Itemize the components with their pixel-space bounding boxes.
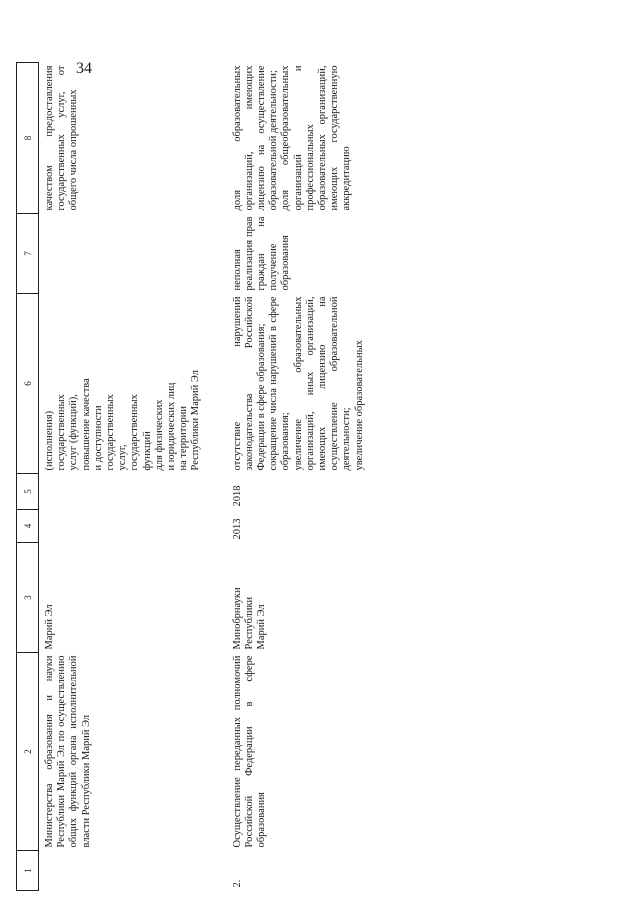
executor: Минобрнауки Республики Марий Эл xyxy=(231,587,267,650)
measure-name: Министерства образования и науки Республики Марий Эл по осуществлению общих функций органа исполнительной власти Республики Марий Эл xyxy=(44,655,92,848)
header-col-4: 4 xyxy=(17,510,39,543)
header-col-3: 3 xyxy=(17,543,39,653)
table-row xyxy=(227,63,366,891)
indicators: доля образовательных организаций, имеющих лицензию на осуществление образовательной деятельности; доля общеобразовательных организаций и профессиональных образовательных организаций, имеющих государственную аккредитацию xyxy=(231,65,353,211)
header-col-1: 1 xyxy=(17,851,39,891)
table-header-row xyxy=(17,63,39,891)
expected-result: отсутствие нарушений законодательства Российской Федерации в сфере образования; сокращение числа нарушений в сфере образования; увеличение образовательных организаций, иных организаций, имеющих лицензию на осуществление образовательной деятельности; увеличение образовательных xyxy=(231,296,365,471)
header-col-6: 6 xyxy=(17,294,39,474)
end-year: 2018 xyxy=(231,485,243,507)
consequences: неполная реализация прав граждан на получение образования xyxy=(231,216,292,291)
expected-result: (исполнения) государственных услуг (функций), повышение качества и доступности государственных услуг, государственных функций для физических и юридических лиц на территории Республики Марий Эл xyxy=(44,370,202,471)
rotated-table-wrapper xyxy=(16,63,616,891)
page-number: 34 xyxy=(76,60,92,77)
program-measures-table xyxy=(16,62,366,891)
header-col-7: 7 xyxy=(17,214,39,294)
start-year: 2013 xyxy=(231,518,243,540)
row-number: 2. xyxy=(231,879,243,888)
row-number xyxy=(39,851,227,891)
header-col-2: 2 xyxy=(17,653,39,851)
indicators: качеством предоставления государственных услуг, от общего числа опрошенных xyxy=(44,65,80,211)
table-row xyxy=(39,63,227,891)
start-year xyxy=(39,510,227,543)
header-col-5: 5 xyxy=(17,474,39,510)
measure-name: Осуществление переданных полномочий Российской Федерации в сфере образования xyxy=(231,655,267,848)
consequences xyxy=(39,214,227,294)
header-col-8: 8 xyxy=(17,63,39,214)
end-year xyxy=(39,474,227,510)
executor: Марий Эл xyxy=(44,604,55,650)
